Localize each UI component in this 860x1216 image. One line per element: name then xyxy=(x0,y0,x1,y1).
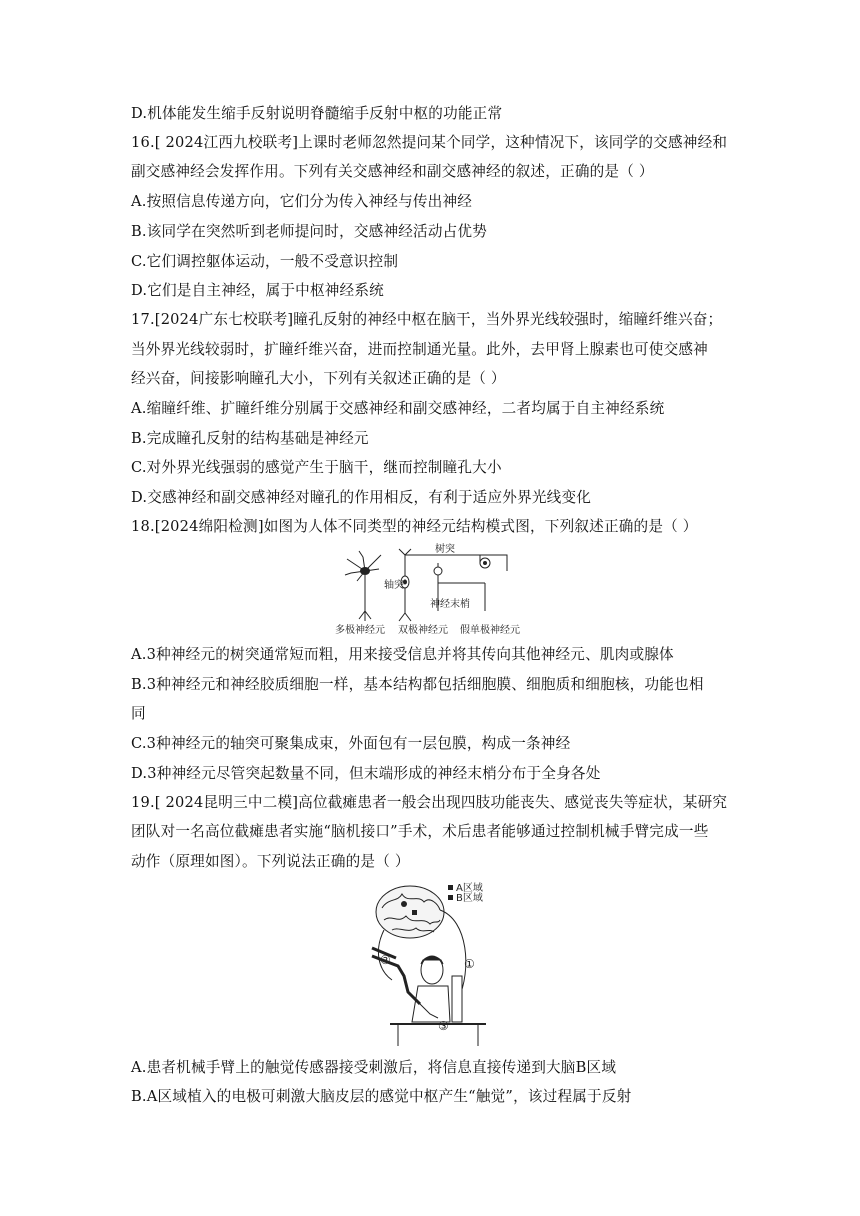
nerve-ending-label: 神经末梢 xyxy=(430,599,470,610)
legend-a-marker xyxy=(448,885,453,890)
q18-option-b-line1: B.3种神经元和神经胶质细胞一样，基本结构都包括细胞膜、细胞质和细胞核，功能也相 xyxy=(131,676,704,693)
q17-stem-line1: 17.[2024广东七校联考]瞳孔反射的神经中枢在脑干，当外界光线较强时，缩瞳纤维兴奋； xyxy=(131,311,723,328)
q18-option-c: C.3种神经元的轴突可聚集成束，外面包有一层包膜，构成一条神经 xyxy=(131,735,571,752)
dendrite-label: 树突 xyxy=(435,544,455,555)
legend-b-marker xyxy=(448,895,453,900)
pseudounipolar-caption: 假单极神经元 xyxy=(460,625,520,636)
brain-machine-interface-figure xyxy=(368,880,498,1050)
q17-option-a: A.缩瞳纤维、扩瞳纤维分别属于交感神经和副交感神经，二者均属于自主神经系统 xyxy=(131,400,665,417)
q19-option-a: A.患者机械手臂上的触觉传感器接受刺激后，将信息直接传递到大脑B区域 xyxy=(131,1059,617,1076)
multipolar-neuron-drawing xyxy=(345,551,381,621)
q18-option-d: D.3种神经元尽管突起数量不同，但末端形成的神经末梢分布于全身各处 xyxy=(131,765,601,782)
legend-b-label: B区域 xyxy=(456,893,483,904)
neuron-types-figure xyxy=(335,541,535,641)
q19-stem-line1: 19.[ 2024昆明三中二模]高位截瘫患者一般会出现四肢功能丧失、感觉丧失等症状，某研究 xyxy=(131,794,728,811)
q19-stem-line2: 团队对一名高位截瘫患者实施“脑机接口”手术，术后患者能够通过控制机械手臂完成一些 xyxy=(131,823,709,840)
bipolar-caption: 双极神经元 xyxy=(398,625,448,636)
marker-2: ② xyxy=(380,953,391,967)
q15-option-d: D.机体能发生缩手反射说明脊髓缩手反射中枢的功能正常 xyxy=(131,105,503,122)
q17-stem-line2: 当外界光线较弱时，扩瞳纤维兴奋，进而控制通光量。此外，去甲肾上腺素也可使交感神 xyxy=(131,341,708,358)
marker-3: ③ xyxy=(438,1019,449,1033)
q16-stem-line1: 16.[ 2024江西九校联考]上课时老师忽然提问某个同学，这种情况下，该同学的交感神经和 xyxy=(131,134,728,151)
q17-option-b: B.完成瞳孔反射的结构基础是神经元 xyxy=(131,430,369,447)
q17-option-d: D.交感神经和副交感神经对瞳孔的作用相反，有利于适应外界光线变化 xyxy=(131,489,592,506)
marker-1: ① xyxy=(464,957,475,971)
axon-label: 轴突 xyxy=(384,580,404,591)
q18-option-b-line2: 同 xyxy=(131,705,146,722)
q16-stem-line2: 副交感神经会发挥作用。下列有关交感神经和副交感神经的叙述，正确的是（ ） xyxy=(131,163,654,180)
q17-option-c: C.对外界光线强弱的感觉产生于脑干，继而控制瞳孔大小 xyxy=(131,459,502,476)
q16-option-d: D.它们是自主神经，属于中枢神经系统 xyxy=(131,282,384,299)
q18-stem: 18.[2024绵阳检测]如图为人体不同类型的神经元结构模式图，下列叙述正确的是（ ） xyxy=(131,518,698,535)
q17-stem-line3: 经兴奋，间接影响瞳孔大小，下列有关叙述正确的是（ ） xyxy=(131,370,506,387)
q19-stem-line3: 动作（原理如图）。下列说法正确的是（ ） xyxy=(131,853,410,870)
q16-option-a: A.按照信息传递方向，它们分为传入神经与传出神经 xyxy=(131,193,473,210)
legend-a-label: A区域 xyxy=(456,883,483,894)
q16-option-c: C.它们调控躯体运动，一般不受意识控制 xyxy=(131,253,399,270)
multipolar-caption: 多极神经元 xyxy=(335,625,385,636)
q18-option-a: A.3种神经元的树突通常短而粗，用来接受信息并将其传向其他神经元、肌肉或腺体 xyxy=(131,646,674,663)
q19-option-b: B.A区域植入的电极可刺激大脑皮层的感觉中枢产生“触觉”，该过程属于反射 xyxy=(131,1088,632,1105)
q16-option-b: B.该同学在突然听到老师提问时，交感神经活动占优势 xyxy=(131,223,488,240)
